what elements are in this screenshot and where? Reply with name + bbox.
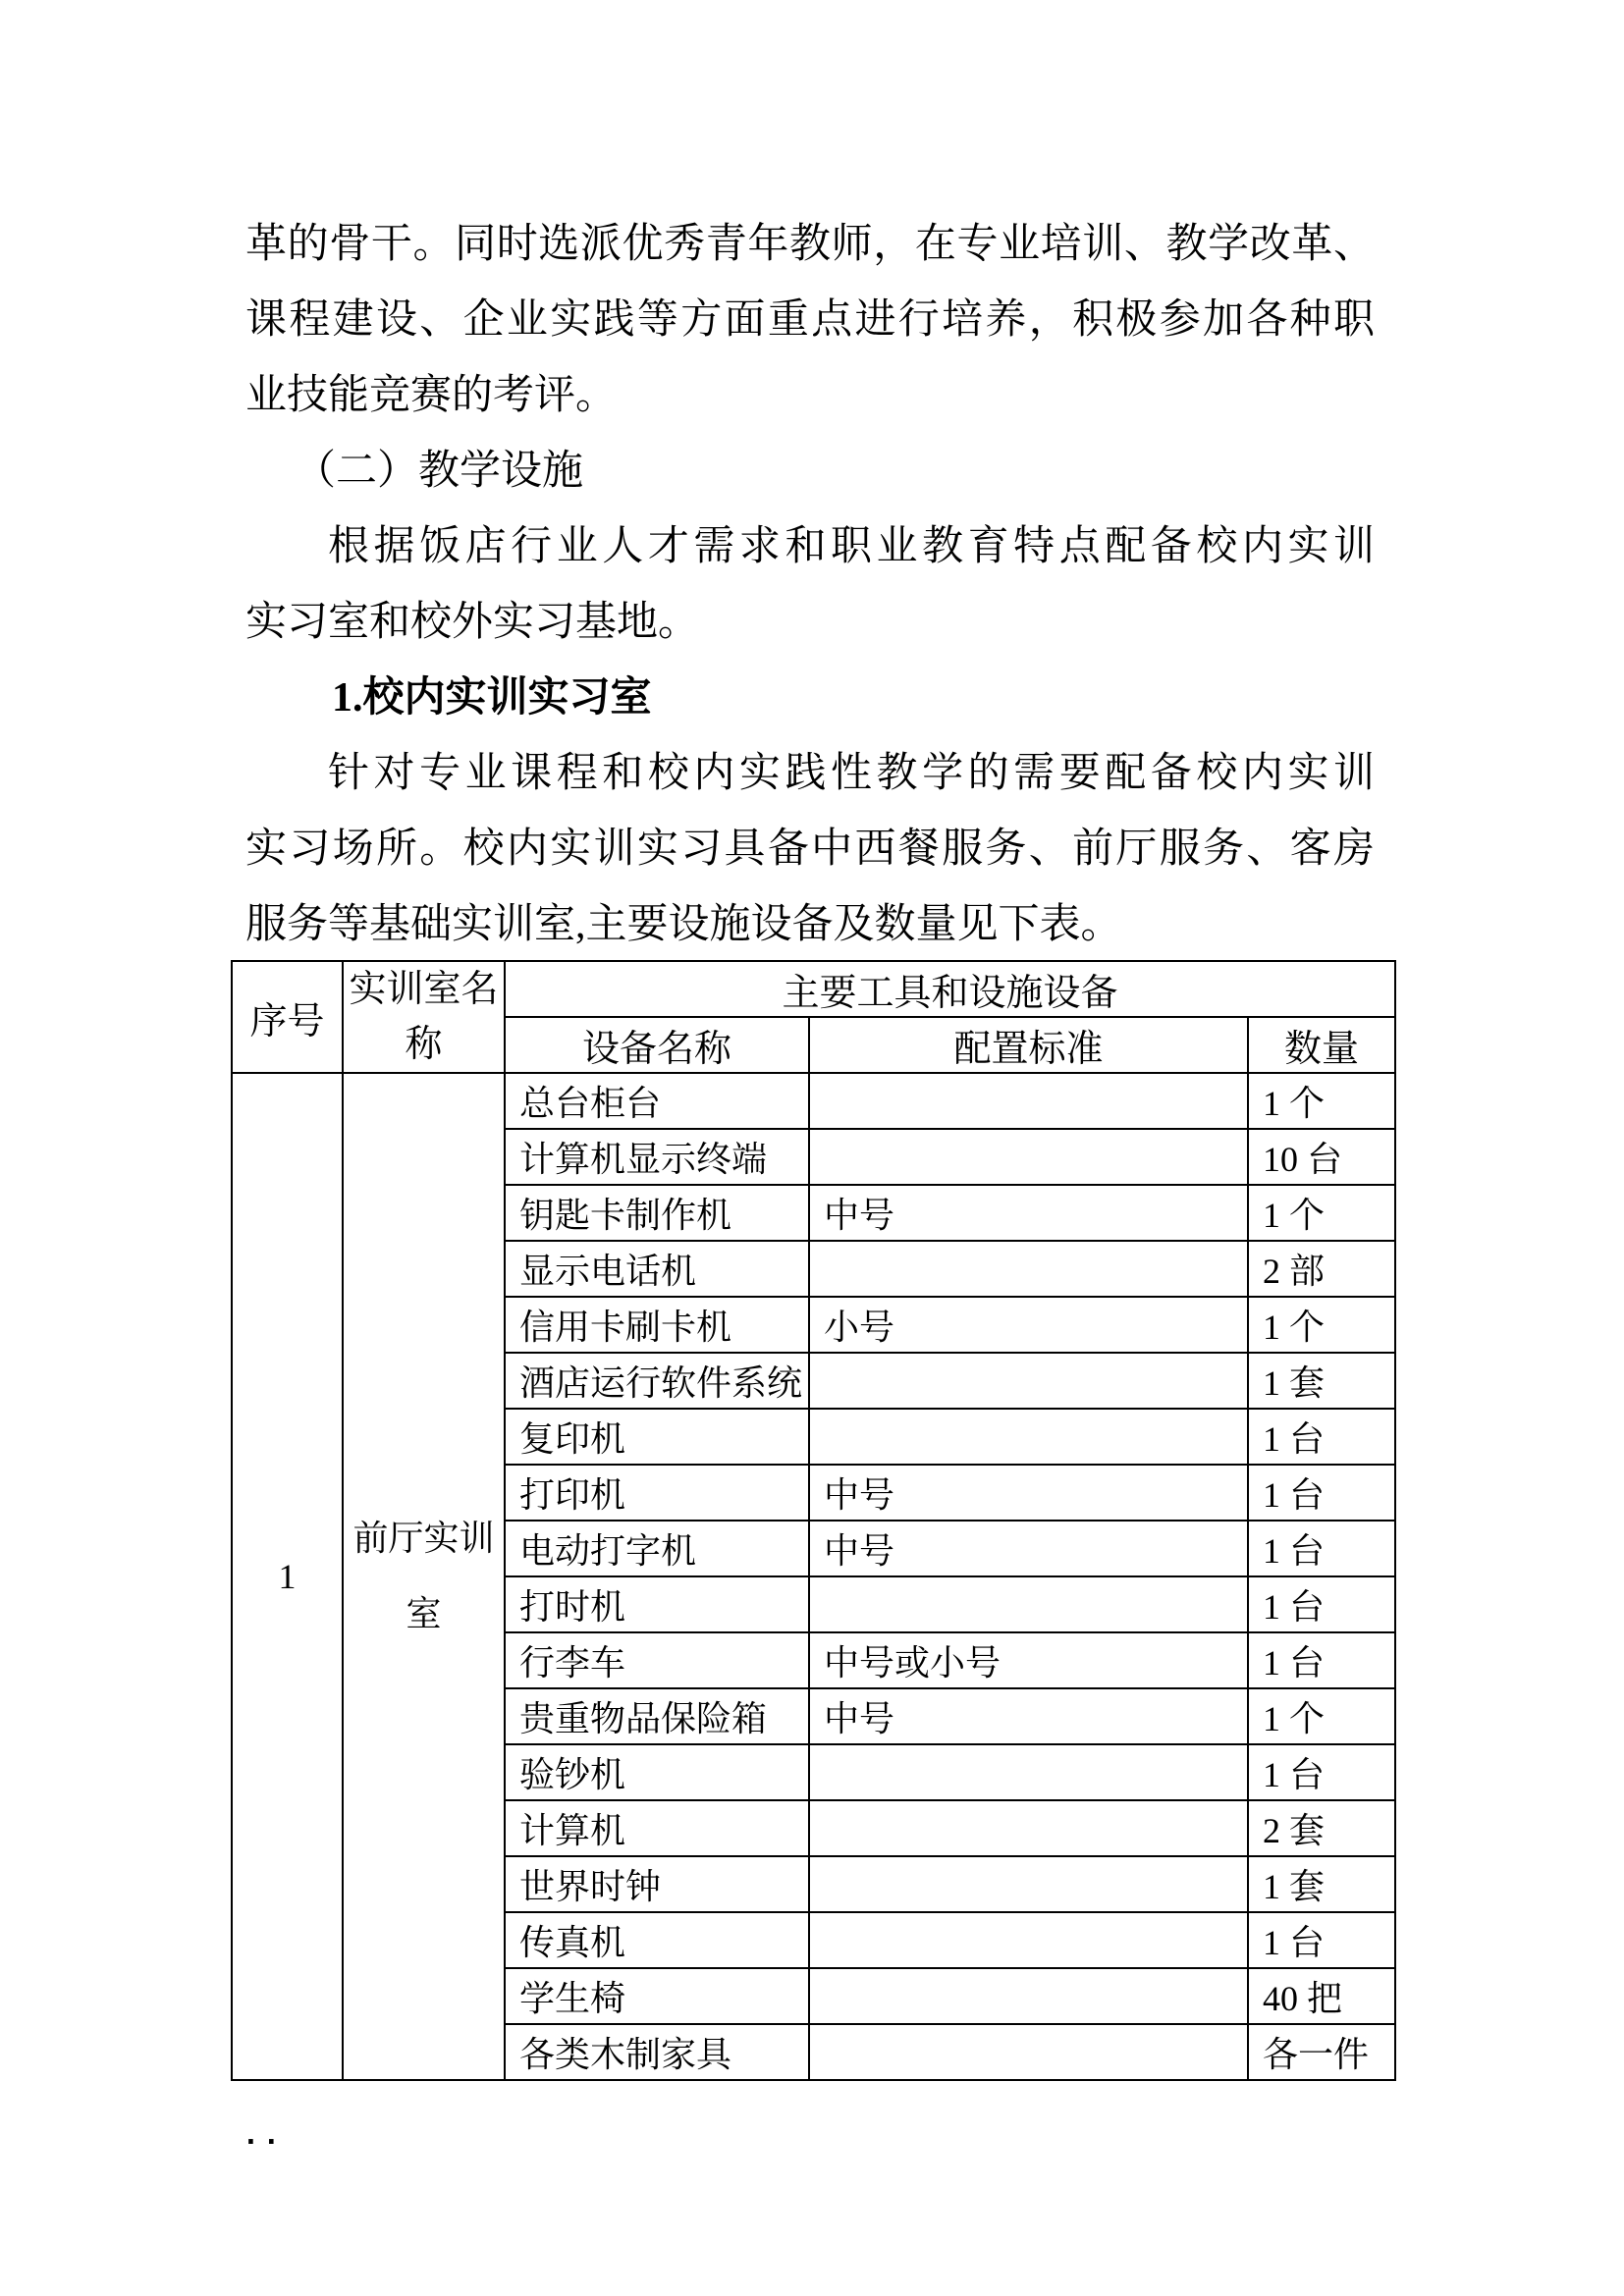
spec-cell: 中号 bbox=[809, 1185, 1248, 1241]
paragraph-line: 针对专业课程和校内实践性教学的需要配备校内实训 bbox=[328, 751, 1375, 796]
spec-cell bbox=[809, 1073, 1248, 1129]
qty-cell: 40 把 bbox=[1248, 1968, 1395, 2024]
qty-cell: 1 台 bbox=[1248, 1465, 1395, 1521]
device-name-cell: 学生椅 bbox=[505, 1968, 809, 2024]
qty-cell: 1 台 bbox=[1248, 1912, 1395, 1968]
spec-cell bbox=[809, 1241, 1248, 1297]
device-name-cell: 总台柜台 bbox=[505, 1073, 809, 1129]
device-name-cell: 打印机 bbox=[505, 1465, 809, 1521]
seq-cell: 1 bbox=[232, 1073, 343, 2080]
qty-cell: 1 台 bbox=[1248, 1409, 1395, 1465]
equipment-table bbox=[231, 960, 1396, 2081]
device-name-cell: 贵重物品保险箱 bbox=[505, 1688, 809, 1744]
qty-cell: 1 台 bbox=[1248, 1632, 1395, 1688]
subsection-heading: 1.校内实训实习室 bbox=[332, 675, 652, 721]
spec-cell bbox=[809, 1912, 1248, 1968]
spec-cell: 小号 bbox=[809, 1297, 1248, 1353]
paragraph-line: 课程建设、企业实践等方面重点进行培养，积极参加各种职 bbox=[245, 297, 1375, 343]
device-name-cell: 复印机 bbox=[505, 1409, 809, 1465]
paragraph-line: 革的骨干。同时选派优秀青年教师，在专业培训、教学改革、 bbox=[245, 222, 1375, 267]
device-name-cell: 打时机 bbox=[505, 1576, 809, 1632]
table-header bbox=[232, 961, 1395, 1073]
device-name-cell: 世界时钟 bbox=[505, 1856, 809, 1912]
spec-cell bbox=[809, 1856, 1248, 1912]
col-header-spec: 配置标准 bbox=[809, 1017, 1248, 1073]
paragraph-line: 实习场所。校内实训实习具备中西餐服务、前厅服务、客房 bbox=[245, 827, 1375, 872]
spec-cell bbox=[809, 1968, 1248, 2024]
spec-cell bbox=[809, 1129, 1248, 1185]
device-name-cell: 传真机 bbox=[505, 1912, 809, 1968]
spec-cell bbox=[809, 1409, 1248, 1465]
qty-cell: 各一件 bbox=[1248, 2024, 1395, 2080]
section-heading: （二）教学设施 bbox=[295, 449, 584, 494]
device-name-cell: 验钞机 bbox=[505, 1744, 809, 1800]
spec-cell: 中号 bbox=[809, 1465, 1248, 1521]
qty-cell: 2 部 bbox=[1248, 1241, 1395, 1297]
spec-cell: 中号或小号 bbox=[809, 1632, 1248, 1688]
table-header-row bbox=[232, 961, 1395, 1017]
device-name-cell: 计算机显示终端 bbox=[505, 1129, 809, 1185]
device-name-cell: 酒店运行软件系统 bbox=[505, 1353, 809, 1409]
qty-cell: 1 台 bbox=[1248, 1521, 1395, 1576]
col-header-qty: 数量 bbox=[1248, 1017, 1395, 1073]
spec-cell bbox=[809, 1353, 1248, 1409]
device-name-cell: 钥匙卡制作机 bbox=[505, 1185, 809, 1241]
spec-cell bbox=[809, 1800, 1248, 1856]
qty-cell: 1 套 bbox=[1248, 1856, 1395, 1912]
paragraph-line: 根据饭店行业人才需求和职业教育特点配备校内实训 bbox=[328, 524, 1375, 569]
paragraph-line: 业技能竞赛的考评。 bbox=[245, 373, 618, 418]
spec-cell bbox=[809, 1576, 1248, 1632]
qty-cell: 1 个 bbox=[1248, 1073, 1395, 1129]
qty-cell: 1 台 bbox=[1248, 1744, 1395, 1800]
body-text bbox=[245, 207, 1375, 963]
paragraph-line: 实习室和校外实习基地。 bbox=[245, 600, 700, 645]
room-name-cell: 前厅实训室 bbox=[343, 1073, 505, 2080]
device-name-cell: 行李车 bbox=[505, 1632, 809, 1688]
qty-cell: 1 个 bbox=[1248, 1688, 1395, 1744]
device-name-cell: 各类木制家具 bbox=[505, 2024, 809, 2080]
qty-cell: 1 个 bbox=[1248, 1185, 1395, 1241]
spec-cell bbox=[809, 2024, 1248, 2080]
col-header-tools-group: 主要工具和设施设备 bbox=[505, 961, 1395, 1017]
col-header-room: 实训室名称 bbox=[343, 961, 505, 1073]
spec-cell bbox=[809, 1744, 1248, 1800]
device-name-cell: 电动打字机 bbox=[505, 1521, 809, 1576]
table-body bbox=[232, 1073, 1395, 2080]
qty-cell: 2 套 bbox=[1248, 1800, 1395, 1856]
device-name-cell: 显示电话机 bbox=[505, 1241, 809, 1297]
qty-cell: 10 台 bbox=[1248, 1129, 1395, 1185]
spec-cell: 中号 bbox=[809, 1521, 1248, 1576]
qty-cell: 1 套 bbox=[1248, 1353, 1395, 1409]
qty-cell: 1 台 bbox=[1248, 1576, 1395, 1632]
spec-cell: 中号 bbox=[809, 1688, 1248, 1744]
qty-cell: 1 个 bbox=[1248, 1297, 1395, 1353]
paragraph-line: 服务等基础实训室,主要设施设备及数量见下表。 bbox=[245, 902, 1122, 947]
footer-dots-mark: .. bbox=[243, 2118, 284, 2151]
device-name-cell: 计算机 bbox=[505, 1800, 809, 1856]
device-name-cell: 信用卡刷卡机 bbox=[505, 1297, 809, 1353]
col-header-seq: 序号 bbox=[232, 961, 343, 1073]
col-header-device: 设备名称 bbox=[505, 1017, 809, 1073]
table-row bbox=[232, 1073, 1395, 1129]
